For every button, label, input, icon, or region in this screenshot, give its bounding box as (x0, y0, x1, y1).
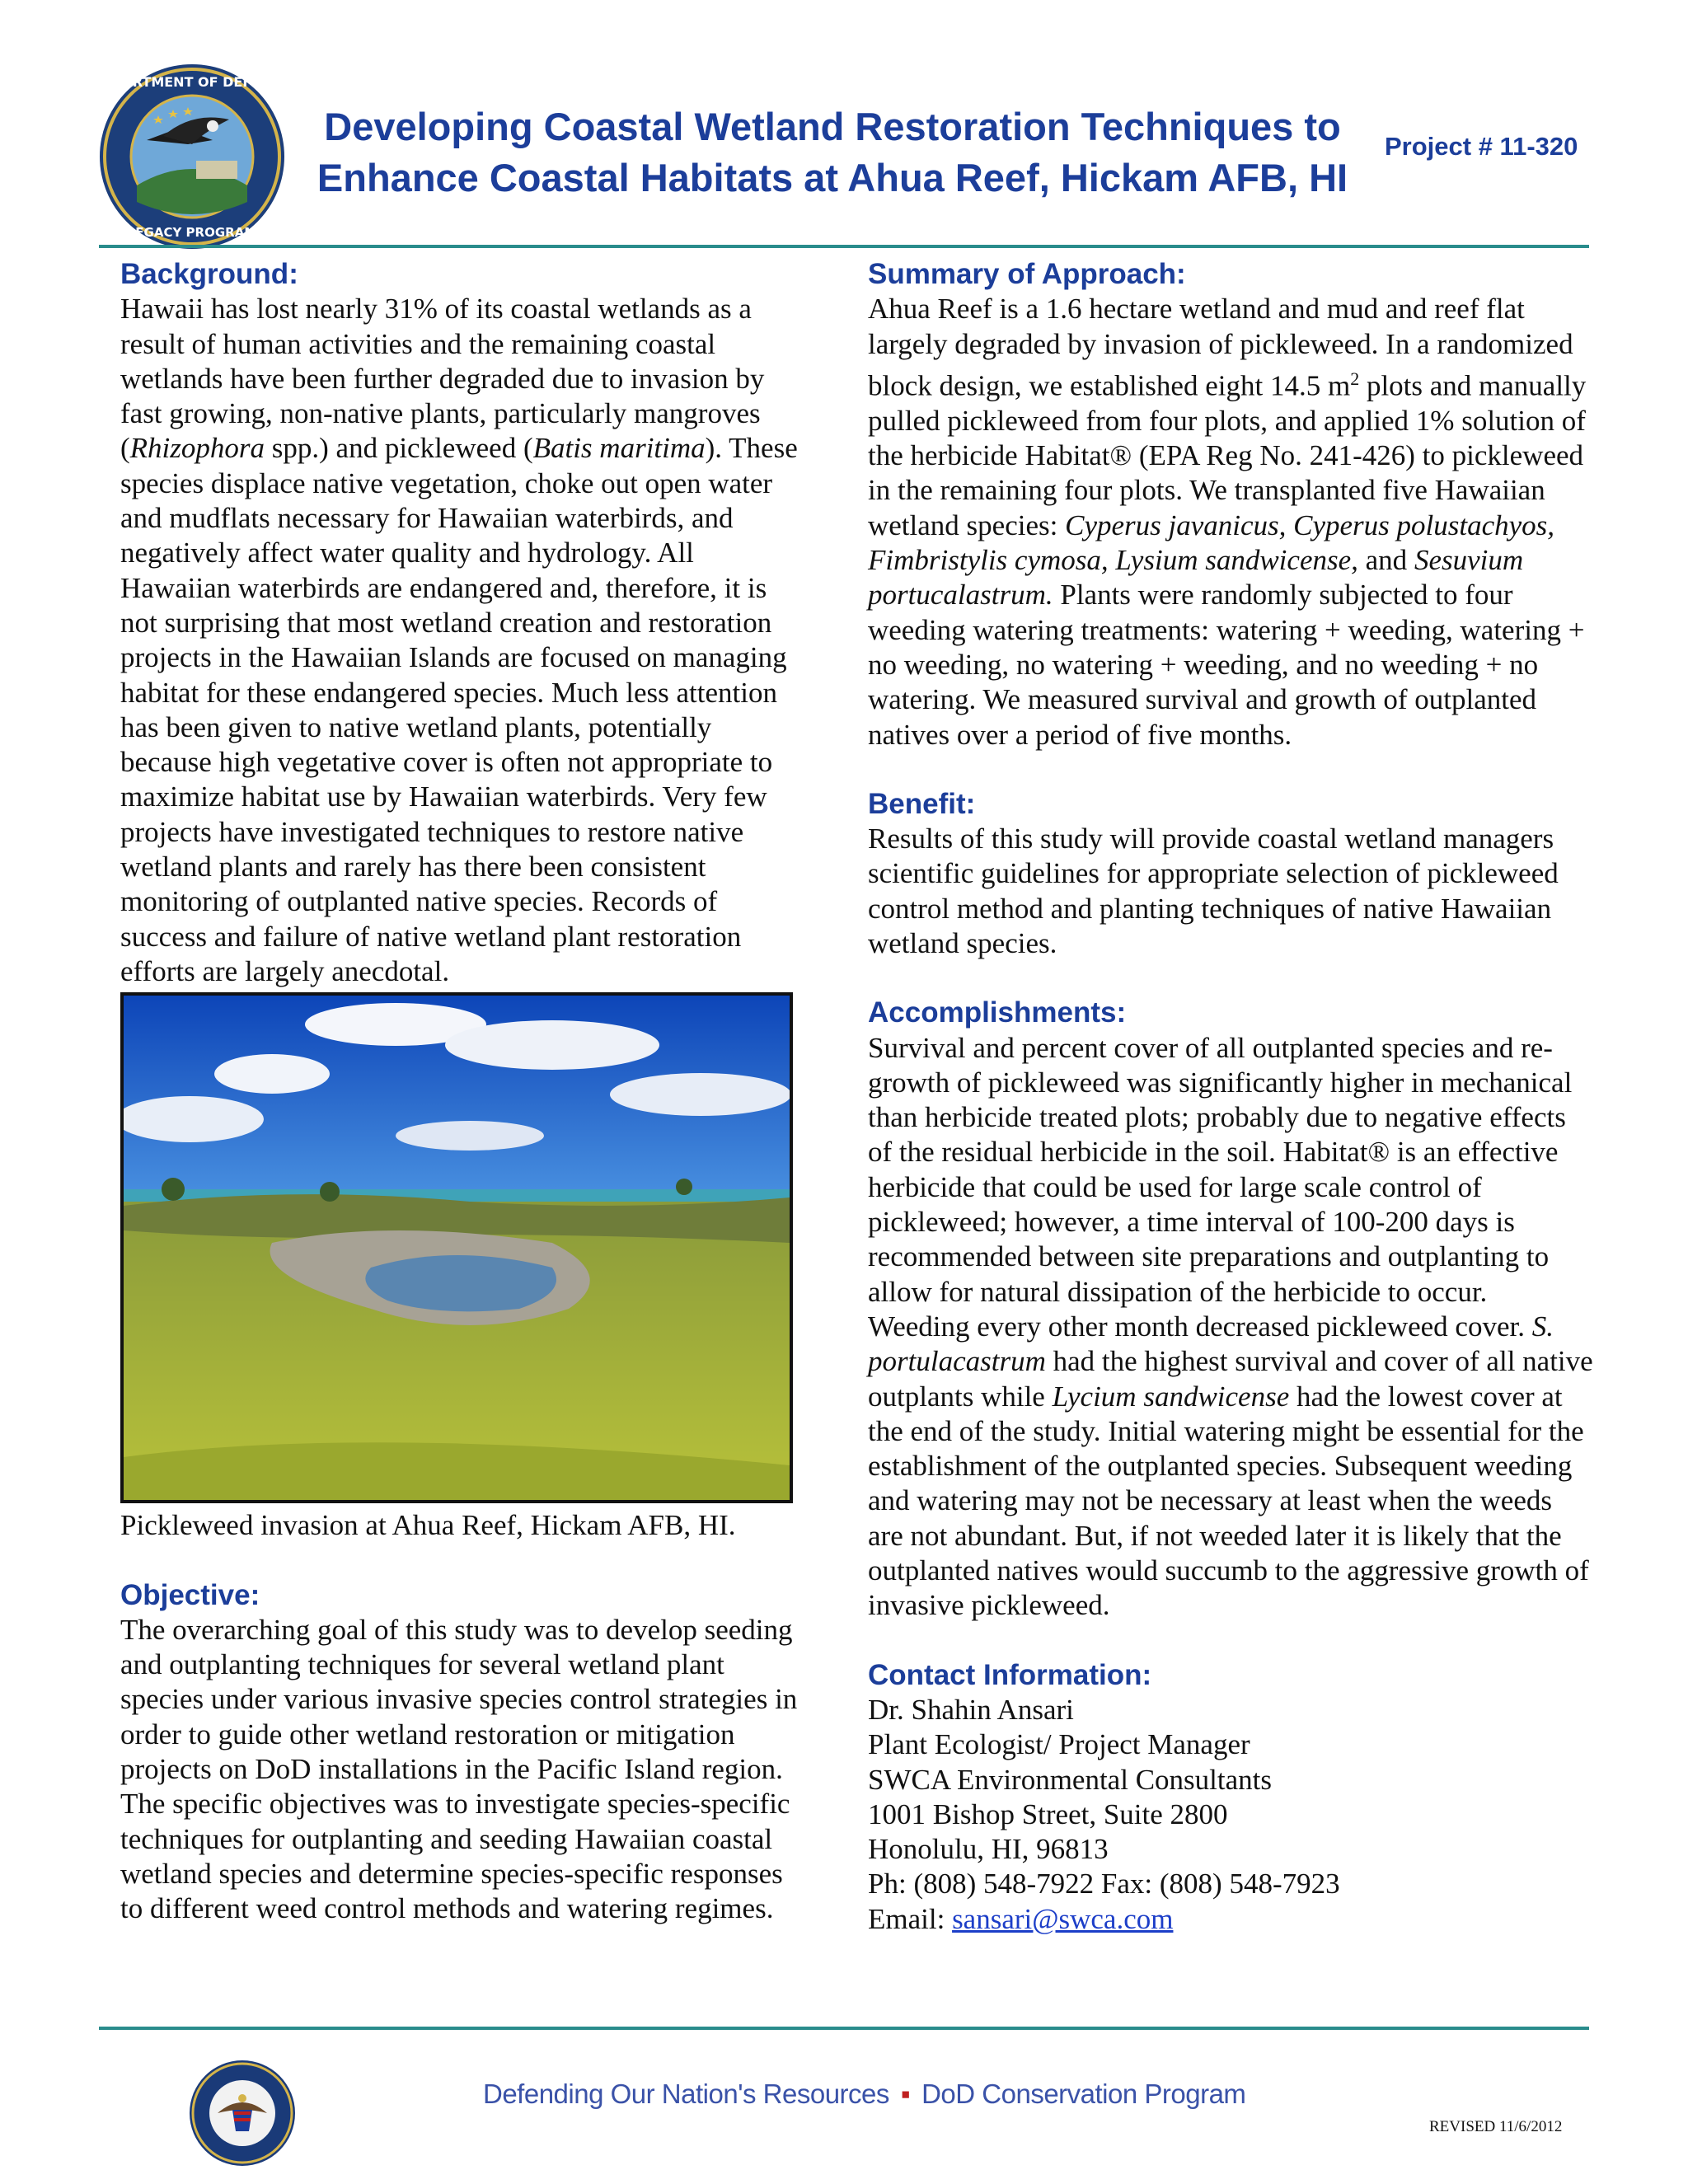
background-heading: Background: (120, 258, 298, 290)
accomplishments-text-part: had the highest survival and cover of all native outplants while (868, 1345, 1593, 1413)
header-divider (99, 245, 1589, 248)
svg-text:DEPARTMENT OF DEFENSE: DEPARTMENT OF DEFENSE (97, 74, 287, 90)
footer-left-text: Defending Our Nation's Resources (483, 2079, 889, 2109)
contact-email-row (868, 1902, 1593, 1937)
accomplishments-italic-lycium: Lycium sandwicense (1052, 1380, 1290, 1413)
page-title (297, 101, 1368, 204)
approach-italic-sesuvium: Sesuvium portucalastrum. (868, 544, 1524, 612)
approach-text-part: plots and manually pulled pickleweed from four plots, and applied 1% solution of the herbicide Habitat® (EPA Reg No. 241-426) to pickleweed in the remaining four plots. We transplanted five Hawaiian wetland species: (868, 369, 1587, 541)
contact-email-link[interactable]: sansari@swca.com (952, 1902, 1174, 1935)
accomplishments-text (868, 1031, 1593, 1624)
footer-divider (99, 2027, 1589, 2030)
objective-text: The overarching goal of this study was to develop seeding and outplanting techniques for several wetland plant species under various invasive species control strategies in order to guide other wetland restoration or mitigation projects on DoD installations in the Pacific Island region. The specific objectives was to investigate species-specific techniques for outplanting and seeding Hawaiian coastal wetland species and determine species-specific responses to different weed control methods and watering regimes. (120, 1613, 798, 1925)
revised-date: REVISED 11/6/2012 (1429, 2118, 1563, 2135)
pickleweed-photo (120, 992, 793, 1503)
right-column (868, 257, 1593, 1937)
contact-organization: SWCA Environmental Consultants (868, 1763, 1272, 1796)
accomplishments-text-part: Survival and percent cover of all outplanted species and re-growth of pickleweed was significantly higher in mechanical than herbicide treated plots; probably due to negative effects of the residual herbicide in the soil. Habitat® is an effective herbicide that could be used for large scale control of pickleweed; however, a time interval of 100-200 days is recommended between site preparations and outplanting to allow for natural dissipation of the herbicide to occur. Weeding every other month decreased pickleweed cover. (868, 1031, 1573, 1343)
background-text-part: ). These species displace native vegetation, choke out open water and mudflats necessary for Hawaiian waterbirds, and negatively affect water quality and hydrology. All Hawaiian waterbirds are endangered and, therefore, it is not surprising that most wetland creation and restoration projects in the Hawaiian Islands are focused on managing habitat for these endangered species. Much less attention has been given to native wetland plants, potentially because high vegetative cover is often not appropriate to maximize habitat use by Hawaiian waterbirds. Very few projects have investigated techniques to restore native wetland plants and rarely has there been consistent monitoring of outplanted native species. Records of success and failure of native wetland plant restoration efforts are largely anecdotal. (120, 432, 798, 987)
approach-text-part: and (1357, 544, 1414, 577)
benefit-text: Results of this study will provide coastal wetland managers scientific guidelines for appropriate selection of pickleweed control method and planting techniques of native Hawaiian wetland species. (868, 823, 1559, 959)
contact-name: Dr. Shahin Ansari (868, 1693, 1074, 1726)
accomplishments-italic-species: S. portulacastrum (868, 1310, 1554, 1378)
approach-text (868, 292, 1593, 752)
svg-text:LEGACY PROGRAM: LEGACY PROGRAM (127, 225, 257, 240)
legacy-program-seal (97, 62, 287, 251)
approach-text-part: Plants were randomly subjected to four weeding watering treatments: watering + weeding, watering + no weeding, no watering + weeding, and no weeding + no watering. We measured survival and growth of outplanted natives over a period of five months. (868, 579, 1585, 751)
footer-bullet-icon: ▪ (900, 2079, 911, 2109)
background-text-part: spp.) and pickleweed ( (265, 432, 533, 465)
footer-right-text: DoD Conservation Program (921, 2079, 1246, 2109)
objective-heading: Objective: (120, 1578, 260, 1611)
photo-caption: Pickleweed invasion at Ahua Reef, Hickam AFB, HI. (120, 1509, 736, 1542)
title-line-2: Enhance Coastal Habitats at Ahua Reef, Hickam AFB, HI (316, 156, 1348, 199)
approach-heading: Summary of Approach: (868, 258, 1186, 290)
contact-role: Plant Ecologist/ Project Manager (868, 1728, 1250, 1761)
accomplishments-text-part: had the lowest cover at the end of the study. Initial watering might be essential for the establishment of the outplanted species. Subsequent weeding and watering may not be necessary at least when the weeds are not abundant. But, if not weeded later it is likely that the outplanted natives would succumb to the aggressive growth of invasive pickleweed. (868, 1380, 1589, 1622)
project-number: Project # 11-320 (1385, 132, 1578, 161)
background-italic-batis: Batis maritima (532, 432, 706, 465)
background-italic-rhizophora: Rhizophora (129, 432, 265, 465)
footer-tagline (483, 2079, 1245, 2110)
contact-phone: Ph: (808) 548-7922 Fax: (808) 548-7923 (868, 1868, 1340, 1900)
contact-email-label: Email: (868, 1902, 953, 1935)
contact-heading: Contact Information: (868, 1658, 1152, 1691)
contact-street: 1001 Bishop Street, Suite 2800 (868, 1797, 1228, 1830)
left-column (120, 257, 804, 1927)
approach-italic-species: Cyperus javanicus, Cyperus polustachyos, Fimbristylis cymosa, Lysium sandwicense, (868, 509, 1555, 577)
approach-superscript: 2 (1350, 368, 1360, 389)
background-text-part: Hawaii has lost nearly 31% of its coastal wetlands as a result of human activities and the remaining coastal wetlands have been further degraded due to invasion by fast growing, non-native plants, particularly mangroves ( (120, 293, 765, 465)
accomplishments-heading: Accomplishments: (868, 996, 1127, 1029)
dod-seal (188, 2059, 297, 2168)
background-text (120, 292, 804, 989)
contact-city: Honolulu, HI, 96813 (868, 1833, 1109, 1866)
title-line-1: Developing Coastal Wetland Restoration Techniques to (324, 105, 1341, 148)
benefit-heading: Benefit: (868, 787, 976, 820)
approach-text-part: Ahua Reef is a 1.6 hectare wetland and mud and reef flat largely degraded by invasion of pickleweed. In a randomized block design, we established eight 14.5 m (868, 293, 1573, 402)
